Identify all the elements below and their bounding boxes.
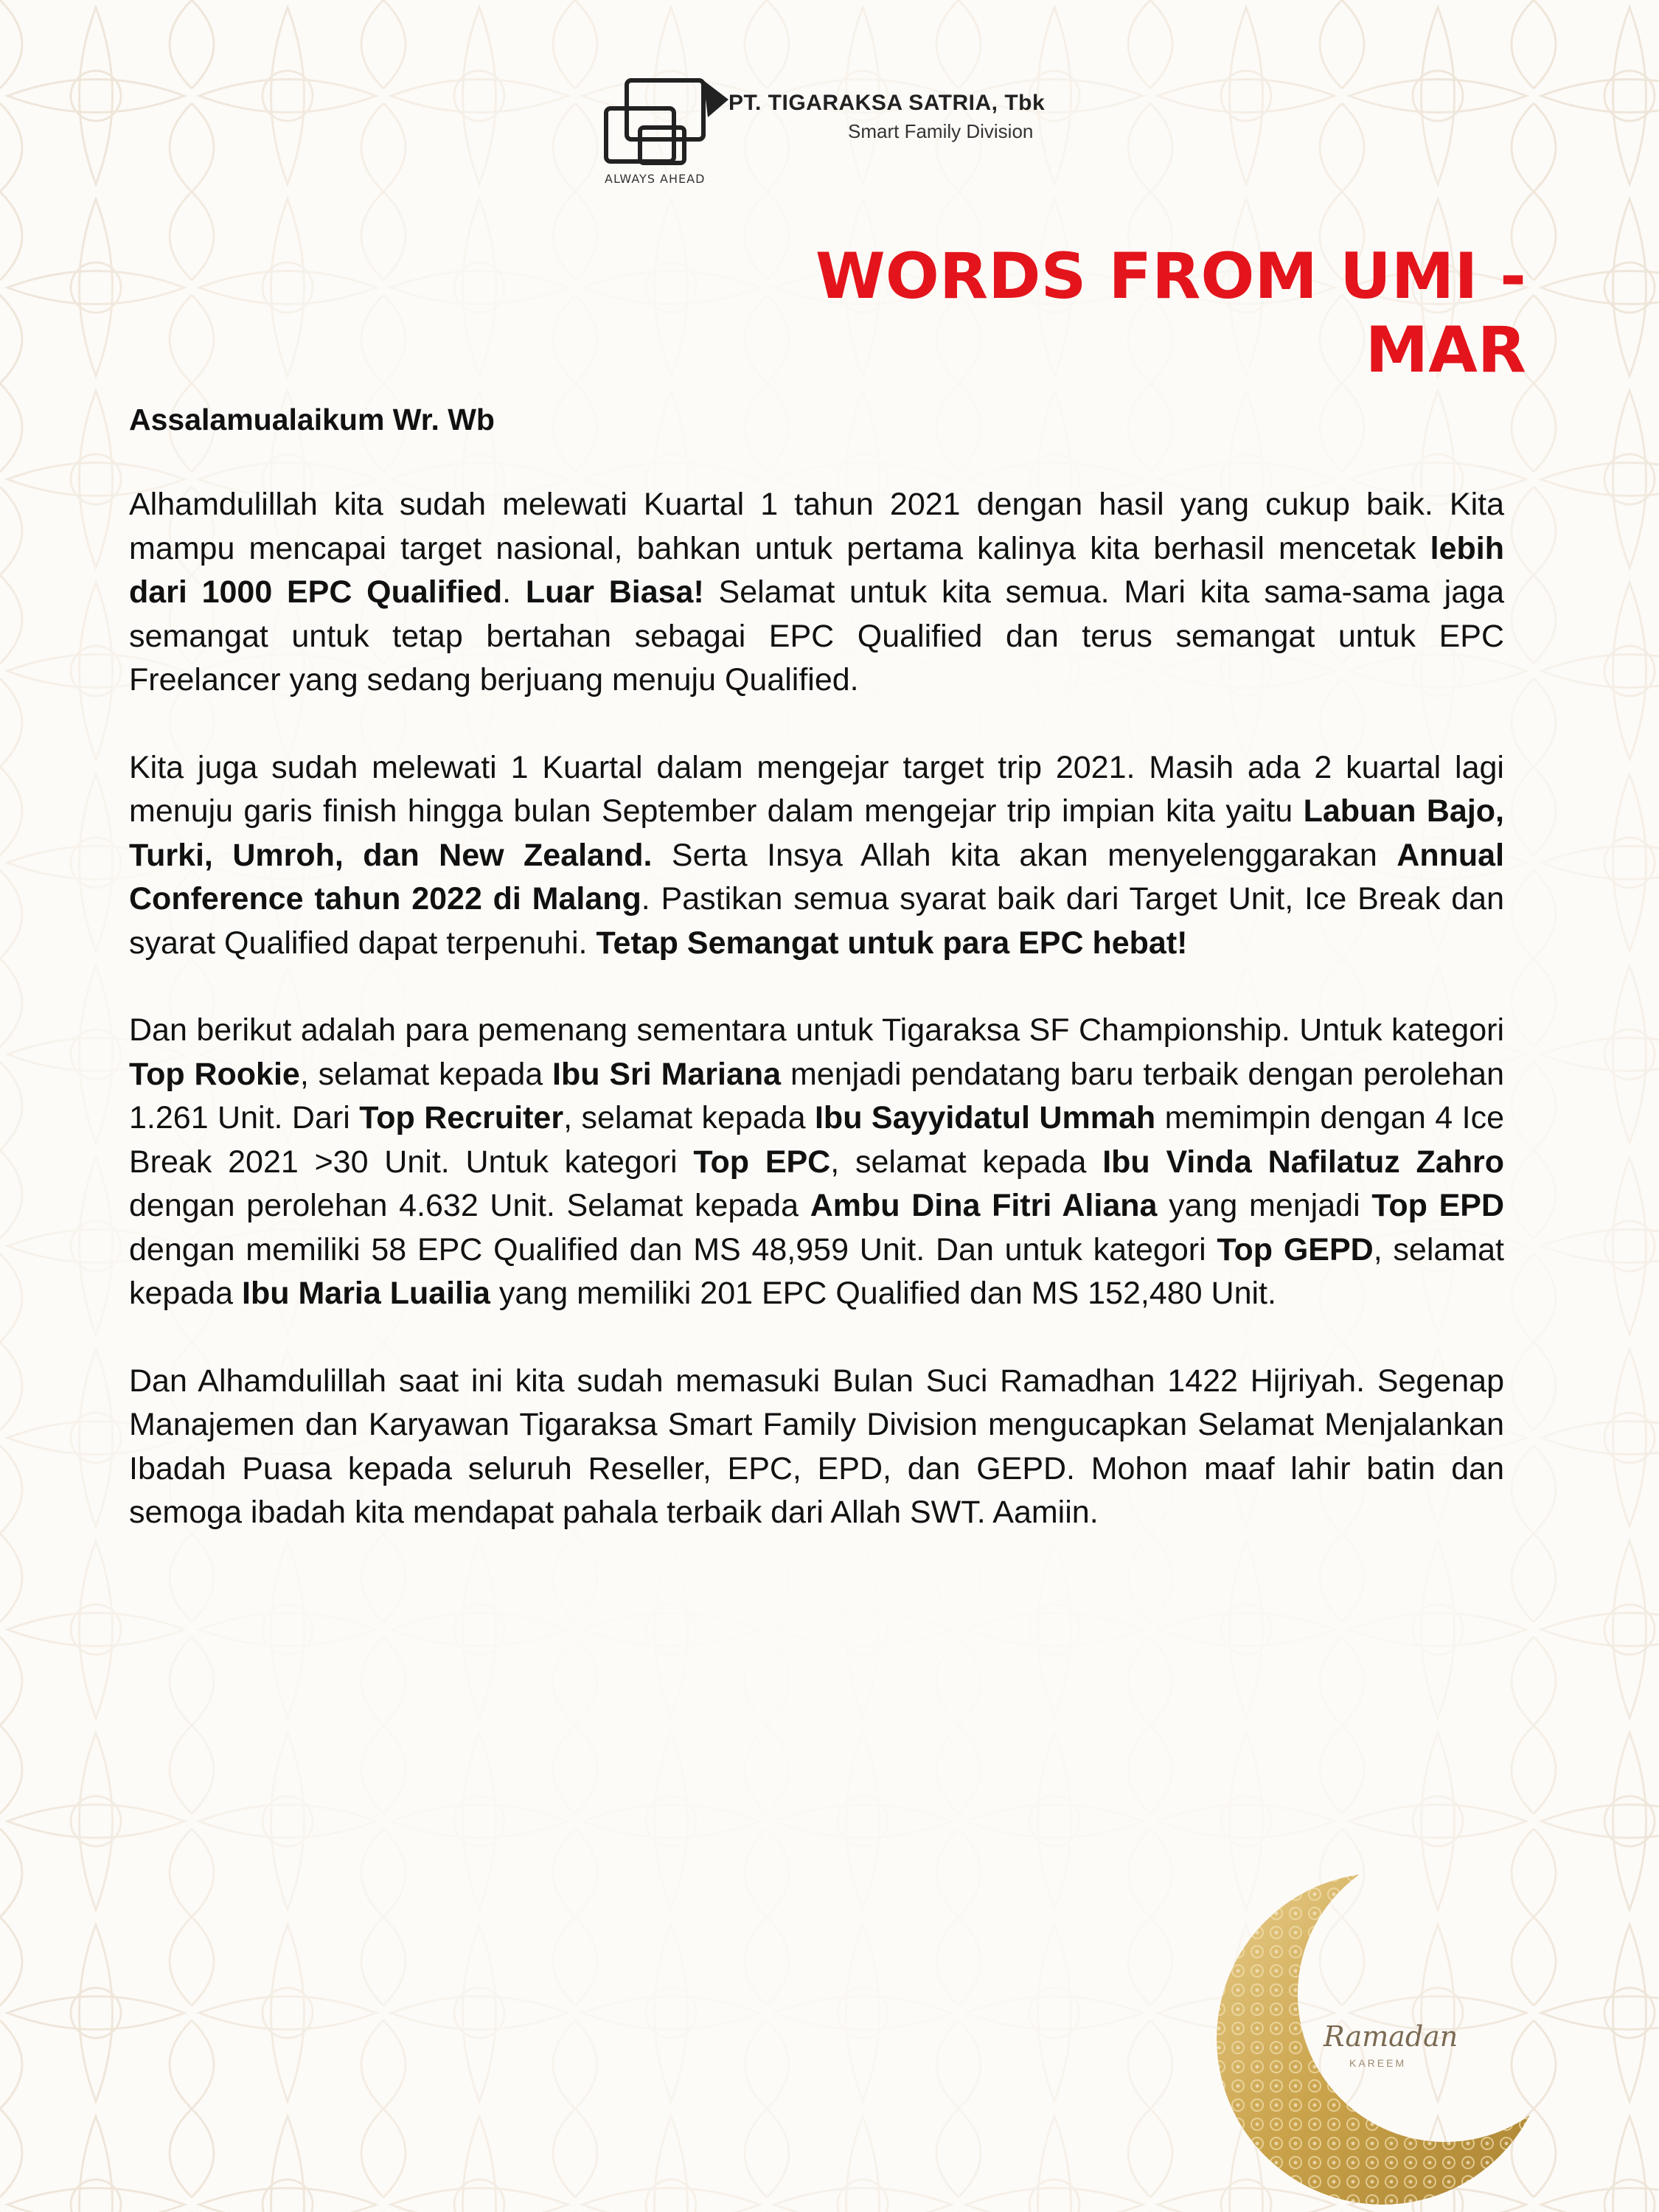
ramadan-script-text: Ramadan [1324, 2020, 1458, 2053]
paragraph-q1-results: Alhamdulillah kita sudah melewati Kuartal 1 tahun 2021 dengan hasil yang cukup baik. Kita mampu mencapai target nasional, bahkan untuk pertama kalinya kita berhasil mencetak lebih dari 1000 EPC Qualified. Luar Biasa! Selamat untuk kita semua. Mari kita sama-sama jaga semangat untuk tetap bertahan sebagai EPC Qualified dan terus semangat untuk EPC Freelancer yang sedang berjuang menuju Qualified. [129, 487, 1504, 698]
greeting: Assalamualaikum Wr. Wb [129, 403, 495, 437]
paragraph-ramadan-greeting: Dan Alhamdulillah saat ini kita sudah memasuki Bulan Suci Ramadhan 1422 Hijriyah. Segenap Manajemen dan Karyawan Tigaraksa Smart Family Division mengucapkan Selamat Menjalankan Ibadah Puasa kepada seluruh Reseller, EPC, EPD, dan GEPD. Mohon maaf lahir batin dan semoga ibadah kita mendapat pahala terbaik dari Allah SWT. Aamiin. [129, 1363, 1504, 1530]
paragraph-trip-target: Kita juga sudah melewati 1 Kuartal dalam mengejar target trip 2021. Masih ada 2 kuartal lagi menuju garis finish hingga bulan September dalam mengejar trip impian kita yaitu Labuan Bajo, Turki, Umroh, dan New Zealand. Serta Insya Allah kita akan menyelenggarakan Annual Conference tahun 2022 di Malang. Pastikan semua syarat baik dari Target Unit, Ice Break dan syarat Qualified dapat terpenuhi. Tetap Semangat untuk para EPC hebat! [129, 749, 1505, 961]
division-name: Smart Family Division [848, 120, 1034, 142]
page-title: WORDS FROM UMI - MAR [815, 240, 1526, 387]
company-logo [597, 70, 1084, 188]
tigaraksa-logo-icon [597, 70, 730, 188]
company-name: PT. TIGARAKSA SATRIA, Tbk [728, 91, 1046, 115]
logo-tagline: ALWAYS AHEAD [605, 172, 706, 186]
paragraph-championship-winners: Dan berikut adalah para pemenang sementara untuk Tigaraksa SF Championship. Untuk kategori Top Rookie, selamat kepada Ibu Sri Mariana menjadi pendatang baru terbaik dengan perolehan 1.261 Unit. Dari Top Recruiter, selamat kepada Ibu Sayyidatul Ummah memimpin dengan 4 Ice Break 2021 >30 Unit. Untuk kategori Top EPC, selamat kepada Ibu Vinda Nafilatuz Zahro dengan perolehan 4.632 Unit. Selamat kepada Ambu Dina Fitri Aliana yang menjadi Top EPD dengan memiliki 58 EPC Qualified dan MS 48,959 Unit. Dan untuk kategori Top GEPD, selamat kepada Ibu Maria Luailia yang memiliki 201 EPC Qualified dan MS 152,480 Unit. [129, 1012, 1505, 1311]
letter-body [129, 398, 1504, 1579]
ramadan-subtext: KAREEM [1349, 2057, 1407, 2069]
